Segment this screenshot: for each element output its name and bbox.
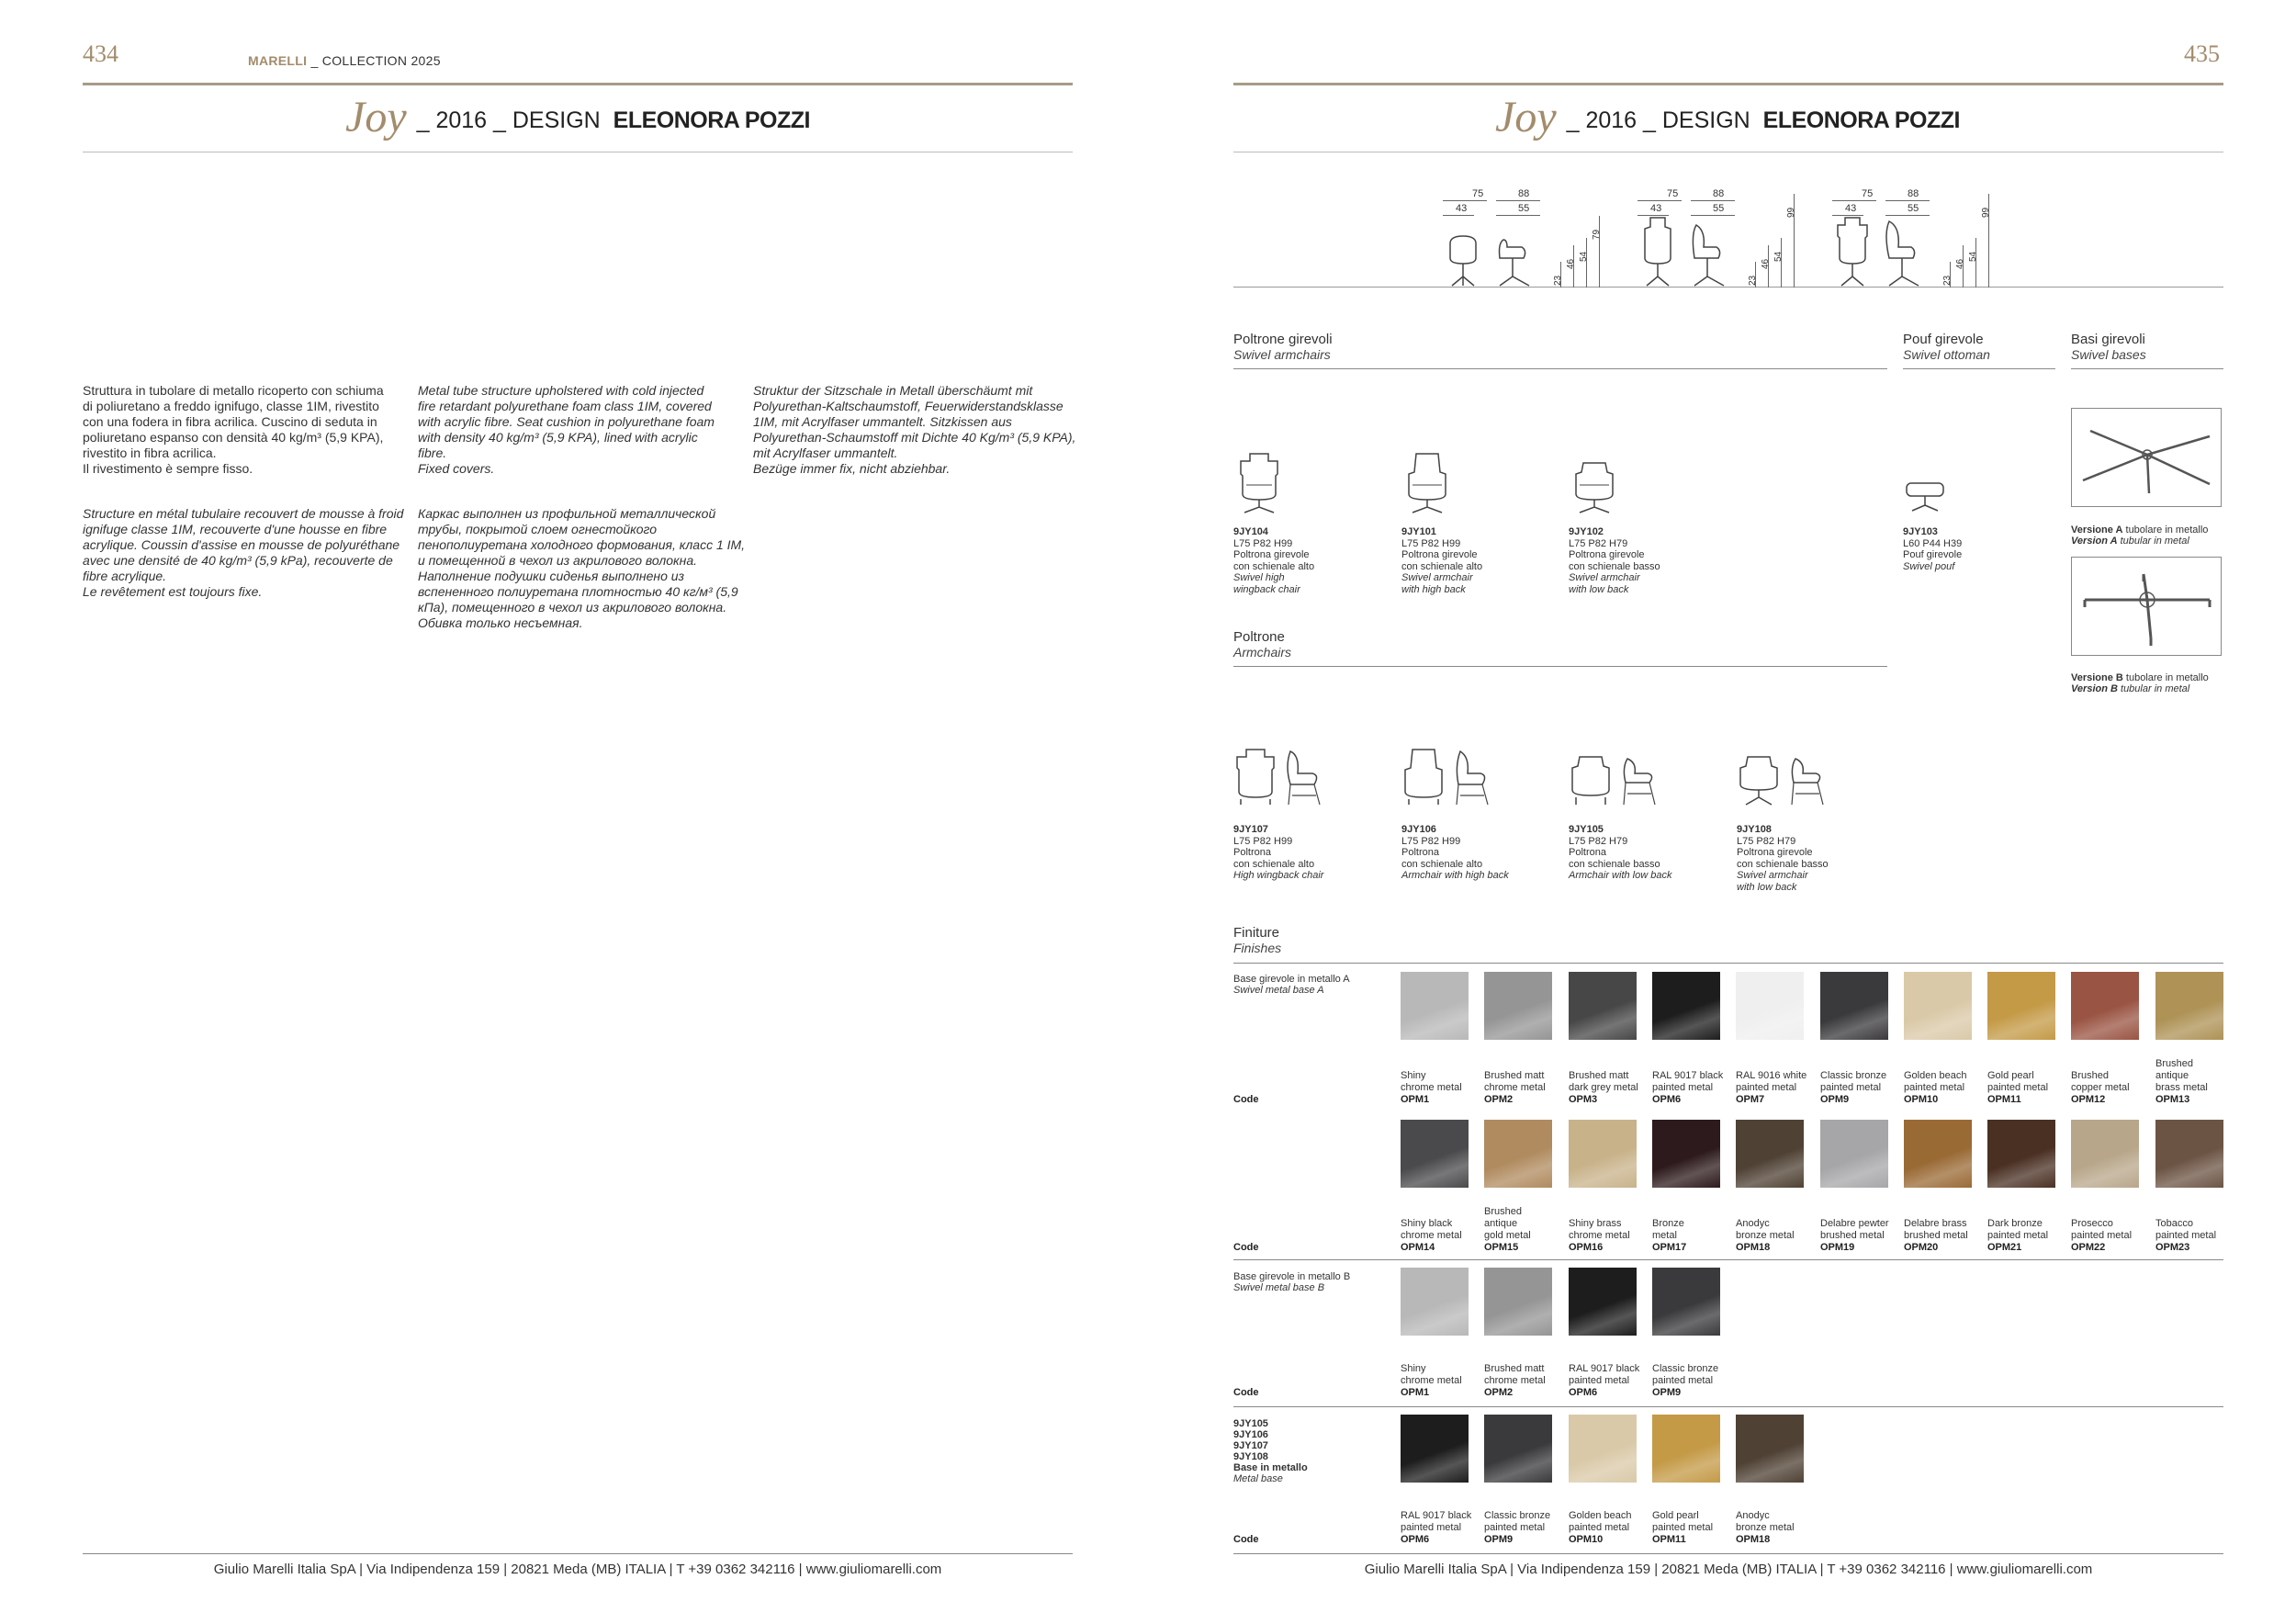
footer-rule <box>1233 1553 2223 1554</box>
finish-label <box>1736 1070 1818 1106</box>
finish-swatch-opm1[interactable] <box>1401 1268 1469 1336</box>
height-label: 46 <box>1955 258 1965 269</box>
description-it: Struttura in tubolare di metallo ricoperto con schiuma di poliuretano a freddo ignifugo, classe 1IM, rivestito con una fodera in fibra acrilica. Cuscino di seduta in poliuretano espanso con densità 40 kg/m³ (5,9 KPA), rivestito in fibra acrilica. Il rivestimento è sempre fisso. <box>83 383 384 476</box>
finish-swatch-opm6[interactable] <box>1652 972 1720 1040</box>
height-label: 99 <box>1981 207 1991 218</box>
finish-label <box>1652 1218 1735 1254</box>
page-title <box>0 92 1155 142</box>
height-label: 54 <box>1968 251 1978 262</box>
finish-label <box>1569 1510 1651 1546</box>
finish-label <box>1987 1070 2070 1106</box>
product-9JY102: 9JY102 L75 P82 H79 Poltrona girevole con schienale basso Swivel armchair with low back <box>1569 526 1660 595</box>
finish-swatch-opm9[interactable] <box>1484 1415 1552 1483</box>
dim-width: 88 <box>1713 188 1725 199</box>
height-label: 99 <box>1786 207 1796 218</box>
finish-label <box>1820 1218 1903 1254</box>
finish-swatch-opm10[interactable] <box>1569 1415 1637 1483</box>
finish-name: Shiny brass chrome metal <box>1569 1218 1630 1241</box>
finish-name: Classic bronze painted metal <box>1820 1070 1887 1093</box>
finish-swatch-opm2[interactable] <box>1484 1268 1552 1336</box>
finish-label <box>1736 1510 1818 1546</box>
finish-label <box>2155 1218 2238 1254</box>
dim-line <box>1496 200 1540 201</box>
product-9JY107: 9JY107 L75 P82 H99 Poltrona con schienale alto High wingback chair <box>1233 824 1324 881</box>
dim-depth: 43 <box>1845 203 1857 214</box>
finish-code: OPM3 <box>1569 1094 1598 1105</box>
dim-width: 75 <box>1667 188 1679 199</box>
height-label: 79 <box>1592 229 1602 240</box>
finish-name: Brushed matt dark grey metal <box>1569 1070 1638 1093</box>
finish-name: Anodyc bronze metal <box>1736 1218 1795 1241</box>
finish-swatch-opm13[interactable] <box>2155 972 2223 1040</box>
finish-swatch-opm6[interactable] <box>1401 1415 1469 1483</box>
brand-line <box>248 53 441 68</box>
swivel-wingback-chair-icon <box>1233 450 1289 516</box>
section-rule <box>2071 368 2223 369</box>
finish-code: OPM10 <box>1904 1094 1939 1105</box>
header-rule <box>1233 83 2223 85</box>
finish-swatch-opm1[interactable] <box>1401 972 1469 1040</box>
finish-code: OPM1 <box>1401 1094 1430 1105</box>
dim-line <box>1443 200 1487 201</box>
finish-swatch-opm14[interactable] <box>1401 1120 1469 1188</box>
dimension-drawings <box>1233 179 2223 288</box>
finish-swatch-opm10[interactable] <box>1904 972 1972 1040</box>
finish-code: OPM22 <box>2071 1242 2106 1253</box>
finish-label <box>1401 1218 1483 1254</box>
finish-code: OPM6 <box>1401 1534 1430 1545</box>
title-year: _ 2016 _ DESIGN <box>416 107 601 133</box>
finish-name: Dark bronze painted metal <box>1987 1218 2049 1241</box>
finish-label <box>1484 1206 1567 1254</box>
finish-name: Brushed matt chrome metal <box>1484 1070 1546 1093</box>
finish-swatch-opm18[interactable] <box>1736 1120 1804 1188</box>
finish-name: Delabre pewter brushed metal <box>1820 1218 1889 1241</box>
finish-label <box>1652 1510 1735 1546</box>
finish-name: Gold pearl painted metal <box>1652 1510 1714 1533</box>
finish-code: OPM9 <box>1484 1534 1514 1545</box>
finish-name: Delabre brass brushed metal <box>1904 1218 1968 1241</box>
finish-code: OPM13 <box>2155 1094 2190 1105</box>
section-swivel-bases: Basi girevoli Swivel bases <box>2071 332 2146 362</box>
height-label: 46 <box>1566 258 1576 269</box>
description-ru: Каркас выполнен из профильной металлической трубы, покрытой слоем огнестойкого пенополиуретана холодного формования, класс 1 IM, и помещенной в чехол из акрилового волокна. Наполнение подушки сиденья выполнено из вспененного полиуретана плотностью 40 кг/м³ (5,9 кПа), помещенного в чехол из акрилового волокна. Обивка только несъемная. <box>418 506 746 630</box>
product-9JY104: 9JY104 L75 P82 H99 Poltrona girevole con schienale alto Swivel high wingback chair <box>1233 526 1315 595</box>
finish-swatch-opm3[interactable] <box>1569 972 1637 1040</box>
finish-name: Shiny chrome metal <box>1401 1070 1462 1093</box>
base-version-a-box <box>2071 408 2222 507</box>
finish-label <box>1484 1363 1567 1399</box>
dim-line <box>1443 215 1474 216</box>
title-designer: ELEONORA POZZI <box>613 107 810 133</box>
finish-name: Golden beach painted metal <box>1904 1070 1967 1093</box>
dim-width: 75 <box>1472 188 1484 199</box>
code-label: Code <box>1233 1534 1259 1545</box>
finish-name: Shiny black chrome metal <box>1401 1218 1462 1241</box>
finish-swatch-opm11[interactable] <box>1652 1415 1720 1483</box>
finish-name: Shiny chrome metal <box>1401 1363 1462 1386</box>
finish-label <box>1484 1070 1567 1106</box>
dim-depth: 43 <box>1650 203 1662 214</box>
finish-label <box>1904 1070 1986 1106</box>
finish-label <box>1904 1218 1986 1254</box>
finish-name: Brushed antique brass metal <box>2155 1058 2208 1093</box>
finish-code: OPM9 <box>1820 1094 1850 1105</box>
finish-code: OPM11 <box>1987 1094 2021 1105</box>
finish-swatch-opm6[interactable] <box>1569 1268 1637 1336</box>
dim-line <box>1691 200 1735 201</box>
section-rule <box>1903 368 2055 369</box>
base-version-a-label: Versione A tubolare in metallo Version A tubular in metal <box>2071 524 2209 547</box>
height-label: 54 <box>1773 251 1784 262</box>
finish-code: OPM14 <box>1401 1242 1435 1253</box>
finish-name: Brushed copper metal <box>2071 1070 2130 1093</box>
finish-name: Prosecco painted metal <box>2071 1218 2133 1241</box>
base-version-b-box <box>2071 557 2222 656</box>
chair-front-low-icon <box>1443 234 1544 288</box>
finish-label <box>1484 1510 1567 1546</box>
finish-name: Classic bronze painted metal <box>1484 1510 1551 1533</box>
title-designer: ELEONORA POZZI <box>1762 107 1960 133</box>
finish-code: OPM11 <box>1652 1534 1686 1545</box>
finish-label <box>1569 1363 1651 1399</box>
section-swivel-armchairs: Poltrone girevoli Swivel armchairs <box>1233 332 1333 362</box>
finish-name: Tobacco painted metal <box>2155 1218 2217 1241</box>
finish-name: Anodyc bronze metal <box>1736 1510 1795 1533</box>
finish-label <box>1652 1363 1735 1399</box>
finish-swatch-opm2[interactable] <box>1484 972 1552 1040</box>
product-9JY103: 9JY103 L60 P44 H39 Pouf girevole Swivel pouf <box>1903 526 1963 572</box>
swivel-low-back-armchair-icon <box>1737 755 1847 806</box>
title-joy: Joy <box>1495 93 1557 141</box>
base-version-b-icon <box>2072 558 2221 655</box>
low-back-chair-icon <box>1569 755 1679 806</box>
dim-width: 88 <box>1518 188 1530 199</box>
finish-label <box>1820 1070 1903 1106</box>
finish-code: OPM10 <box>1569 1534 1604 1545</box>
finish-name: RAL 9017 black painted metal <box>1569 1363 1640 1386</box>
finish-code: OPM2 <box>1484 1387 1514 1398</box>
finish-label <box>1569 1218 1651 1254</box>
collection-label: _ COLLECTION 2025 <box>307 53 441 68</box>
finish-group-base-a: Base girevole in metallo A Swivel metal base A <box>1233 974 1350 996</box>
finish-label <box>1736 1218 1818 1254</box>
finish-label <box>2071 1218 2154 1254</box>
height-tick <box>1975 238 1976 288</box>
finish-code: OPM19 <box>1820 1242 1855 1253</box>
finish-swatch-opm11[interactable] <box>1987 972 2055 1040</box>
finish-group-metal-base: 9JY105 9JY106 9JY107 9JY108 Base in metallo Metal base <box>1233 1418 1308 1484</box>
code-label: Code <box>1233 1387 1259 1398</box>
code-label: Code <box>1233 1242 1259 1253</box>
finish-code: OPM6 <box>1652 1094 1682 1105</box>
finish-name: Golden beach painted metal <box>1569 1510 1632 1533</box>
dimension-group-3 <box>1832 179 2034 288</box>
dim-depth: 55 <box>1518 203 1530 214</box>
section-swivel-ottoman: Pouf girevole Swivel ottoman <box>1903 332 1990 362</box>
section-armchairs: Poltrone Armchairs <box>1233 629 1292 660</box>
chair-front-wingback-icon <box>1832 216 1933 288</box>
finish-name: RAL 9016 white painted metal <box>1736 1070 1807 1093</box>
footer-contact: Giulio Marelli Italia SpA | Via Indipendenza 159 | 20821 Meda (MB) ITALIA | T +39 0362 342116 | www.giuliomarelli.com <box>213 1562 942 1577</box>
finish-label <box>1987 1218 2070 1254</box>
wingback-chair-icon <box>1233 748 1344 806</box>
finish-code: OPM15 <box>1484 1242 1519 1253</box>
product-9JY105: 9JY105 L75 P82 H79 Poltrona con schienale basso Armchair with low back <box>1569 824 1672 881</box>
finish-label <box>1401 1070 1483 1106</box>
page-title <box>1148 92 2296 142</box>
finish-swatch-opm23[interactable] <box>2155 1120 2223 1188</box>
finish-swatch-opm12[interactable] <box>2071 972 2139 1040</box>
finish-code: OPM6 <box>1569 1387 1598 1398</box>
finish-name: Brushed antique gold metal <box>1484 1206 1531 1241</box>
finish-swatch-opm21[interactable] <box>1987 1120 2055 1188</box>
dim-line <box>1832 200 1876 201</box>
finish-code: OPM7 <box>1736 1094 1765 1105</box>
code-label: Code <box>1233 1094 1259 1105</box>
finish-swatch-opm15[interactable] <box>1484 1120 1552 1188</box>
finish-code: OPM20 <box>1904 1242 1939 1253</box>
finish-name: Brushed matt chrome metal <box>1484 1363 1546 1386</box>
finish-name: Bronze metal <box>1652 1218 1684 1241</box>
height-tick <box>1781 238 1782 288</box>
swivel-pouf-icon <box>1903 479 1949 516</box>
finish-group-base-b: Base girevole in metallo B Swivel metal base B <box>1233 1271 1351 1293</box>
finish-swatch-opm9[interactable] <box>1652 1268 1720 1336</box>
swivel-high-back-chair-icon <box>1401 450 1457 516</box>
finish-code: OPM9 <box>1652 1387 1682 1398</box>
height-label: 23 <box>1748 275 1758 286</box>
finish-swatch-opm22[interactable] <box>2071 1120 2139 1188</box>
dimension-group-2 <box>1638 179 1840 288</box>
finish-code: OPM2 <box>1484 1094 1514 1105</box>
product-9JY101: 9JY101 L75 P82 H99 Poltrona girevole con schienale alto Swivel armchair with high back <box>1401 526 1483 595</box>
section-rule <box>1233 666 1887 667</box>
finish-swatch-opm9[interactable] <box>1820 972 1888 1040</box>
height-label: 54 <box>1579 251 1589 262</box>
finish-label <box>1401 1363 1483 1399</box>
finish-swatch-opm7[interactable] <box>1736 972 1804 1040</box>
product-9JY106: 9JY106 L75 P82 H99 Poltrona con schienale alto Armchair with high back <box>1401 824 1509 881</box>
base-version-b-label: Versione B tubolare in metallo Version B tubular in metal <box>2071 672 2209 694</box>
height-label: 46 <box>1761 258 1771 269</box>
footer-rule <box>83 1553 1073 1554</box>
finish-code: OPM1 <box>1401 1387 1430 1398</box>
height-tick <box>1599 216 1600 288</box>
dimension-group-1 <box>1443 179 1645 288</box>
finish-label <box>2071 1070 2154 1106</box>
title-joy: Joy <box>345 93 407 141</box>
finish-name: Gold pearl painted metal <box>1987 1070 2049 1093</box>
section-rule <box>1233 1406 2223 1407</box>
finish-code: OPM17 <box>1652 1242 1687 1253</box>
product-9JY108: 9JY108 L75 P82 H79 Poltrona girevole con schienale basso Swivel armchair with low back <box>1737 824 1829 893</box>
description-de: Struktur der Sitzschale in Metall überschäumt mit Polyurethan-Kaltschaumstoff, Feuerwiderstandsklasse 1IM, mit Acrylfaser ummantelt. Sitzkissen aus Polyurethan-Schaumstoff mit Dichte 40 Kg/m³ (5,9 KPA), mit Acrylfaser ummantelt. Bezüge immer fix, nicht abziehbar. <box>753 383 1076 476</box>
dim-width: 75 <box>1862 188 1874 199</box>
height-tick <box>1586 238 1587 288</box>
footer-contact: Giulio Marelli Italia SpA | Via Indipendenza 159 | 20821 Meda (MB) ITALIA | T +39 0362 342116 | www.giuliomarelli.com <box>1364 1562 2093 1577</box>
section-rule <box>1233 1259 2223 1260</box>
page-number: 435 <box>2184 40 2220 67</box>
finish-swatch-opm17[interactable] <box>1652 1120 1720 1188</box>
base-version-a-icon <box>2072 409 2221 506</box>
dim-width: 88 <box>1908 188 1919 199</box>
title-year: _ 2016 _ DESIGN <box>1566 107 1750 133</box>
finish-code: OPM18 <box>1736 1534 1771 1545</box>
header-rule <box>83 83 1073 85</box>
dim-depth: 43 <box>1456 203 1468 214</box>
finish-label <box>1652 1070 1735 1106</box>
high-back-chair-icon <box>1401 748 1512 806</box>
finish-swatch-opm16[interactable] <box>1569 1120 1637 1188</box>
section-rule <box>1233 963 2223 964</box>
finish-name: RAL 9017 black painted metal <box>1401 1510 1472 1533</box>
height-label: 23 <box>1553 275 1563 286</box>
finish-label <box>1569 1070 1651 1106</box>
finish-code: OPM16 <box>1569 1242 1604 1253</box>
finish-swatch-opm20[interactable] <box>1904 1120 1972 1188</box>
dim-depth: 55 <box>1908 203 1919 214</box>
swivel-low-back-chair-icon <box>1569 459 1624 516</box>
section-rule <box>1233 368 1887 369</box>
finish-swatch-opm18[interactable] <box>1736 1415 1804 1483</box>
finish-label <box>2155 1058 2238 1106</box>
finish-code: OPM18 <box>1736 1242 1771 1253</box>
chair-front-high-icon <box>1638 216 1739 288</box>
finish-code: OPM21 <box>1987 1242 2022 1253</box>
finish-name: Classic bronze painted metal <box>1652 1363 1719 1386</box>
finish-code: OPM12 <box>2071 1094 2106 1105</box>
brand-name: MARELLI <box>248 53 308 68</box>
finish-code: OPM23 <box>2155 1242 2190 1253</box>
description-fr: Structure en métal tubulaire recouvert de mousse à froid ignifuge classe 1IM, recouverte d'une housse en fibre acrylique. Coussin d'assise en mousse de polyuréthane avec une densité de 40 kg/m³ (5,9 kPa), recouverte de fibre acrylique. Le revêtement est toujours fixe. <box>83 506 404 599</box>
finish-swatch-opm19[interactable] <box>1820 1120 1888 1188</box>
section-finishes: Finiture Finishes <box>1233 925 1282 955</box>
dim-depth: 55 <box>1713 203 1725 214</box>
dim-line <box>1885 200 1930 201</box>
finish-name: RAL 9017 black painted metal <box>1652 1070 1724 1093</box>
description-en: Metal tube structure upholstered with cold injected fire retardant polyurethane foam class 1IM, covered with acrylic fibre. Seat cushion in polyurethane foam with density 40 kg/m³ (5,9 KPA), lined with acrylic fibre. Fixed covers. <box>418 383 715 476</box>
dim-line <box>1496 215 1540 216</box>
dim-line <box>1638 200 1682 201</box>
right-page <box>1148 0 2296 1624</box>
finish-label <box>1401 1510 1483 1546</box>
height-label: 23 <box>1942 275 1953 286</box>
page-number: 434 <box>83 40 118 67</box>
